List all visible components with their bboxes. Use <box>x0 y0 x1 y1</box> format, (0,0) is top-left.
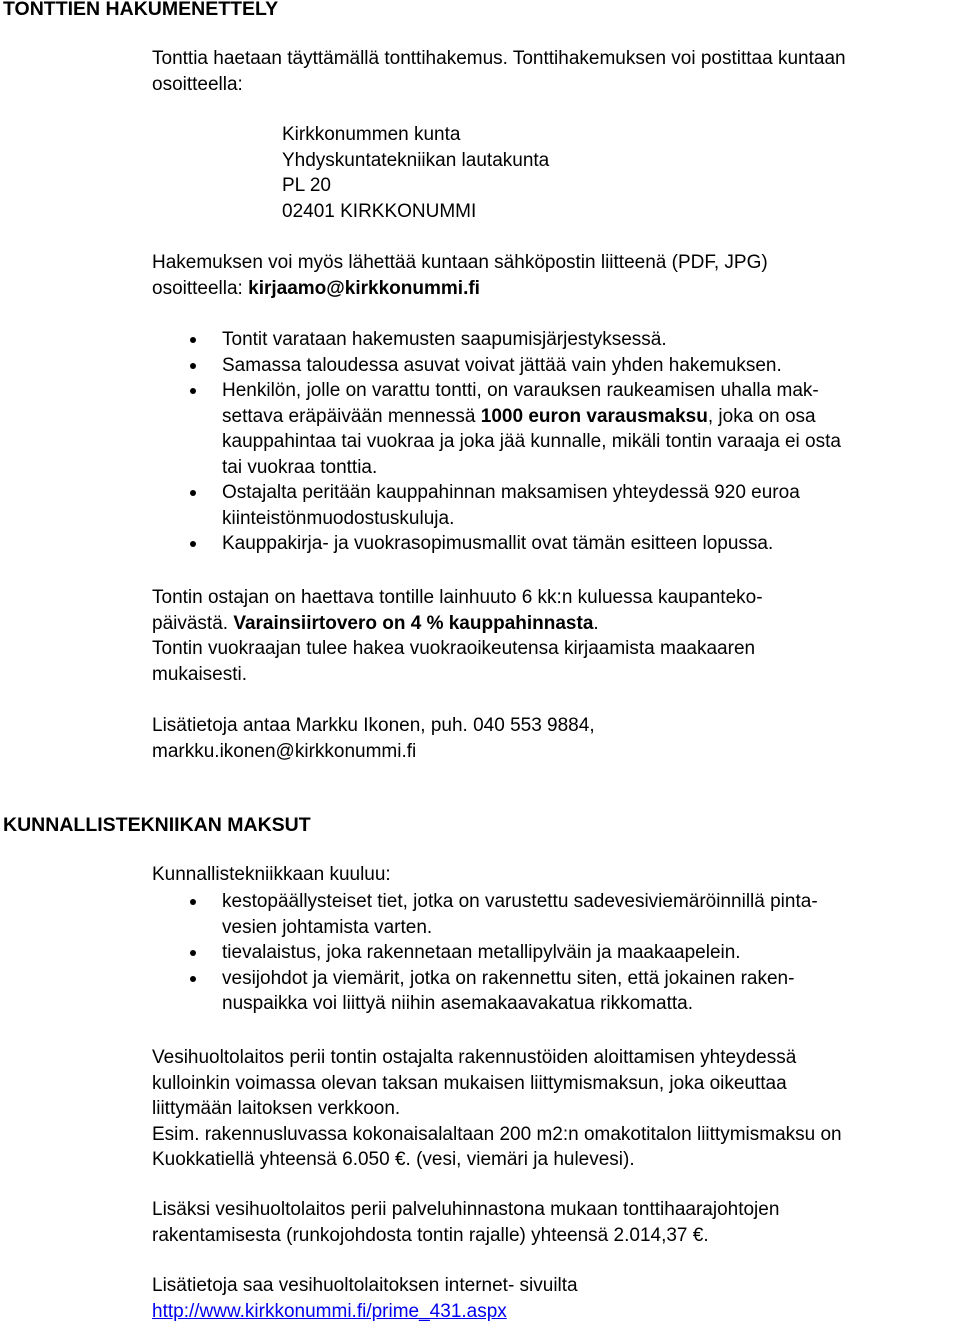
utilities-intro: Kunnallistekniikkaan kuuluu: <box>152 864 391 885</box>
email-prefix: osoitteella: <box>152 277 249 299</box>
email-line: Hakemuksen voi myös lähettää kuntaan sähköpostin liitteenä (PDF, JPG) <box>152 252 768 273</box>
postal-address <box>282 122 882 224</box>
buyer-paragraph: Tontin ostajan on haettava tontille lainhuuto 6 kk:n kuluessa kaupanteko- päivästä. Varainsiirtovero on 4 % kauppahinnasta. Tontin vuokraajan tulee hakea vuokraoikeutensa kirjaamista maakaaren mukaisesti. <box>152 587 763 685</box>
transfer-tax: Varainsiirtovero on 4 % kauppahinnasta <box>233 612 594 634</box>
more-info-paragraph: Lisätietoja saa vesihuoltolaitoksen internet- sivuilta http://www.kirkkonummi.fi/prime_431.aspx <box>152 1273 952 1324</box>
list-item: tievalaistus, joka rakennetaan metallipylväin ja maakaapelein. <box>152 940 942 966</box>
utilities-list <box>152 889 942 1017</box>
address-line: 02401 KIRKKONUMMI <box>282 200 477 222</box>
intro-paragraph <box>152 46 952 97</box>
address-line: PL 20 <box>282 175 331 196</box>
branch-fee-paragraph: Lisäksi vesihuoltolaitos perii palveluhinnastona mukaan tonttihaarajohtojen rakentamisesta (runkojohdosta tontin rajalle) yhteensä 2.014,37 €. <box>152 1199 780 1246</box>
address-line: Kirkkonummen kunta <box>282 124 461 145</box>
list-item: Tontit varataan hakemusten saapumisjärjestyksessä. <box>152 327 942 353</box>
intro-line: Tonttia haetaan täyttämällä tonttihakemus. Tonttihakemuksen voi postittaa kuntaan <box>152 48 846 69</box>
address-line: Yhdyskuntatekniikan lautakunta <box>282 149 550 171</box>
application-rules-list <box>152 327 942 557</box>
list-item: Ostajalta peritään kauppahinnan maksamisen yhteydessä 920 euroa kiinteistönmuodostuskuluja. <box>152 480 942 531</box>
water-utility-link[interactable]: http://www.kirkkonummi.fi/prime_431.aspx <box>152 1300 507 1322</box>
water-fee-paragraph: Vesihuoltolaitos perii tontin ostajalta rakennustöiden aloittamisen yhteydessä kulloinkin voimassa olevan taksan mukaisen liittymismaksun, joka oikeuttaa liittymään laitoksen verkkoon. Esim. rakennusluvassa kokonaisalaltaan 200 m2:n omakotitalon liittymismaksu on Kuokkatiellä yhteensä 6.050 €. (vesi, viemäri ja hulevesi). <box>152 1047 842 1170</box>
contact-paragraph: Lisätietoja antaa Markku Ikonen, puh. 040 553 9884, markku.ikonen@kirkkonummi.fi <box>152 713 952 764</box>
email-paragraph <box>152 250 952 301</box>
reservation-fee: 1000 euron varausmaksu <box>480 405 708 427</box>
list-item: kestopäällysteiset tiet, jotka on varustettu sadevesiviemäröinnillä pinta- vesien johtamista varten. <box>152 889 942 940</box>
list-item: Kauppakirja- ja vuokrasopimusmallit ovat tämän esitteen lopussa. <box>152 531 942 557</box>
email-address[interactable]: kirjaamo@kirkkonummi.fi <box>248 277 480 299</box>
list-item: vesijohdot ja viemärit, jotka on rakennettu siten, että jokainen raken- nuspaikka voi liittyä niihin asemakaavakatua rikkomatta. <box>152 966 942 1017</box>
section-heading-plot-application: TONTTIEN HAKUMENETTELY <box>3 0 279 20</box>
list-item: Henkilön, jolle on varattu tontti, on varauksen raukeamisen uhalla mak- settava eräpäivään mennessä 1000 euron varausmaksu, joka on osa kauppahintaa tai vuokraa ja joka jää kunnalle, mikäli tontin varaaja ei osta tai vuokraa tonttia. <box>152 378 942 480</box>
intro-line: osoitteella: <box>152 73 243 95</box>
section-heading-utility-fees: KUNNALLISTEKNIIKAN MAKSUT <box>3 814 311 836</box>
contact-email[interactable]: markku.ikonen@kirkkonummi.fi <box>152 740 417 762</box>
list-item: Samassa taloudessa asuvat voivat jättää vain yhden hakemuksen. <box>152 353 942 379</box>
